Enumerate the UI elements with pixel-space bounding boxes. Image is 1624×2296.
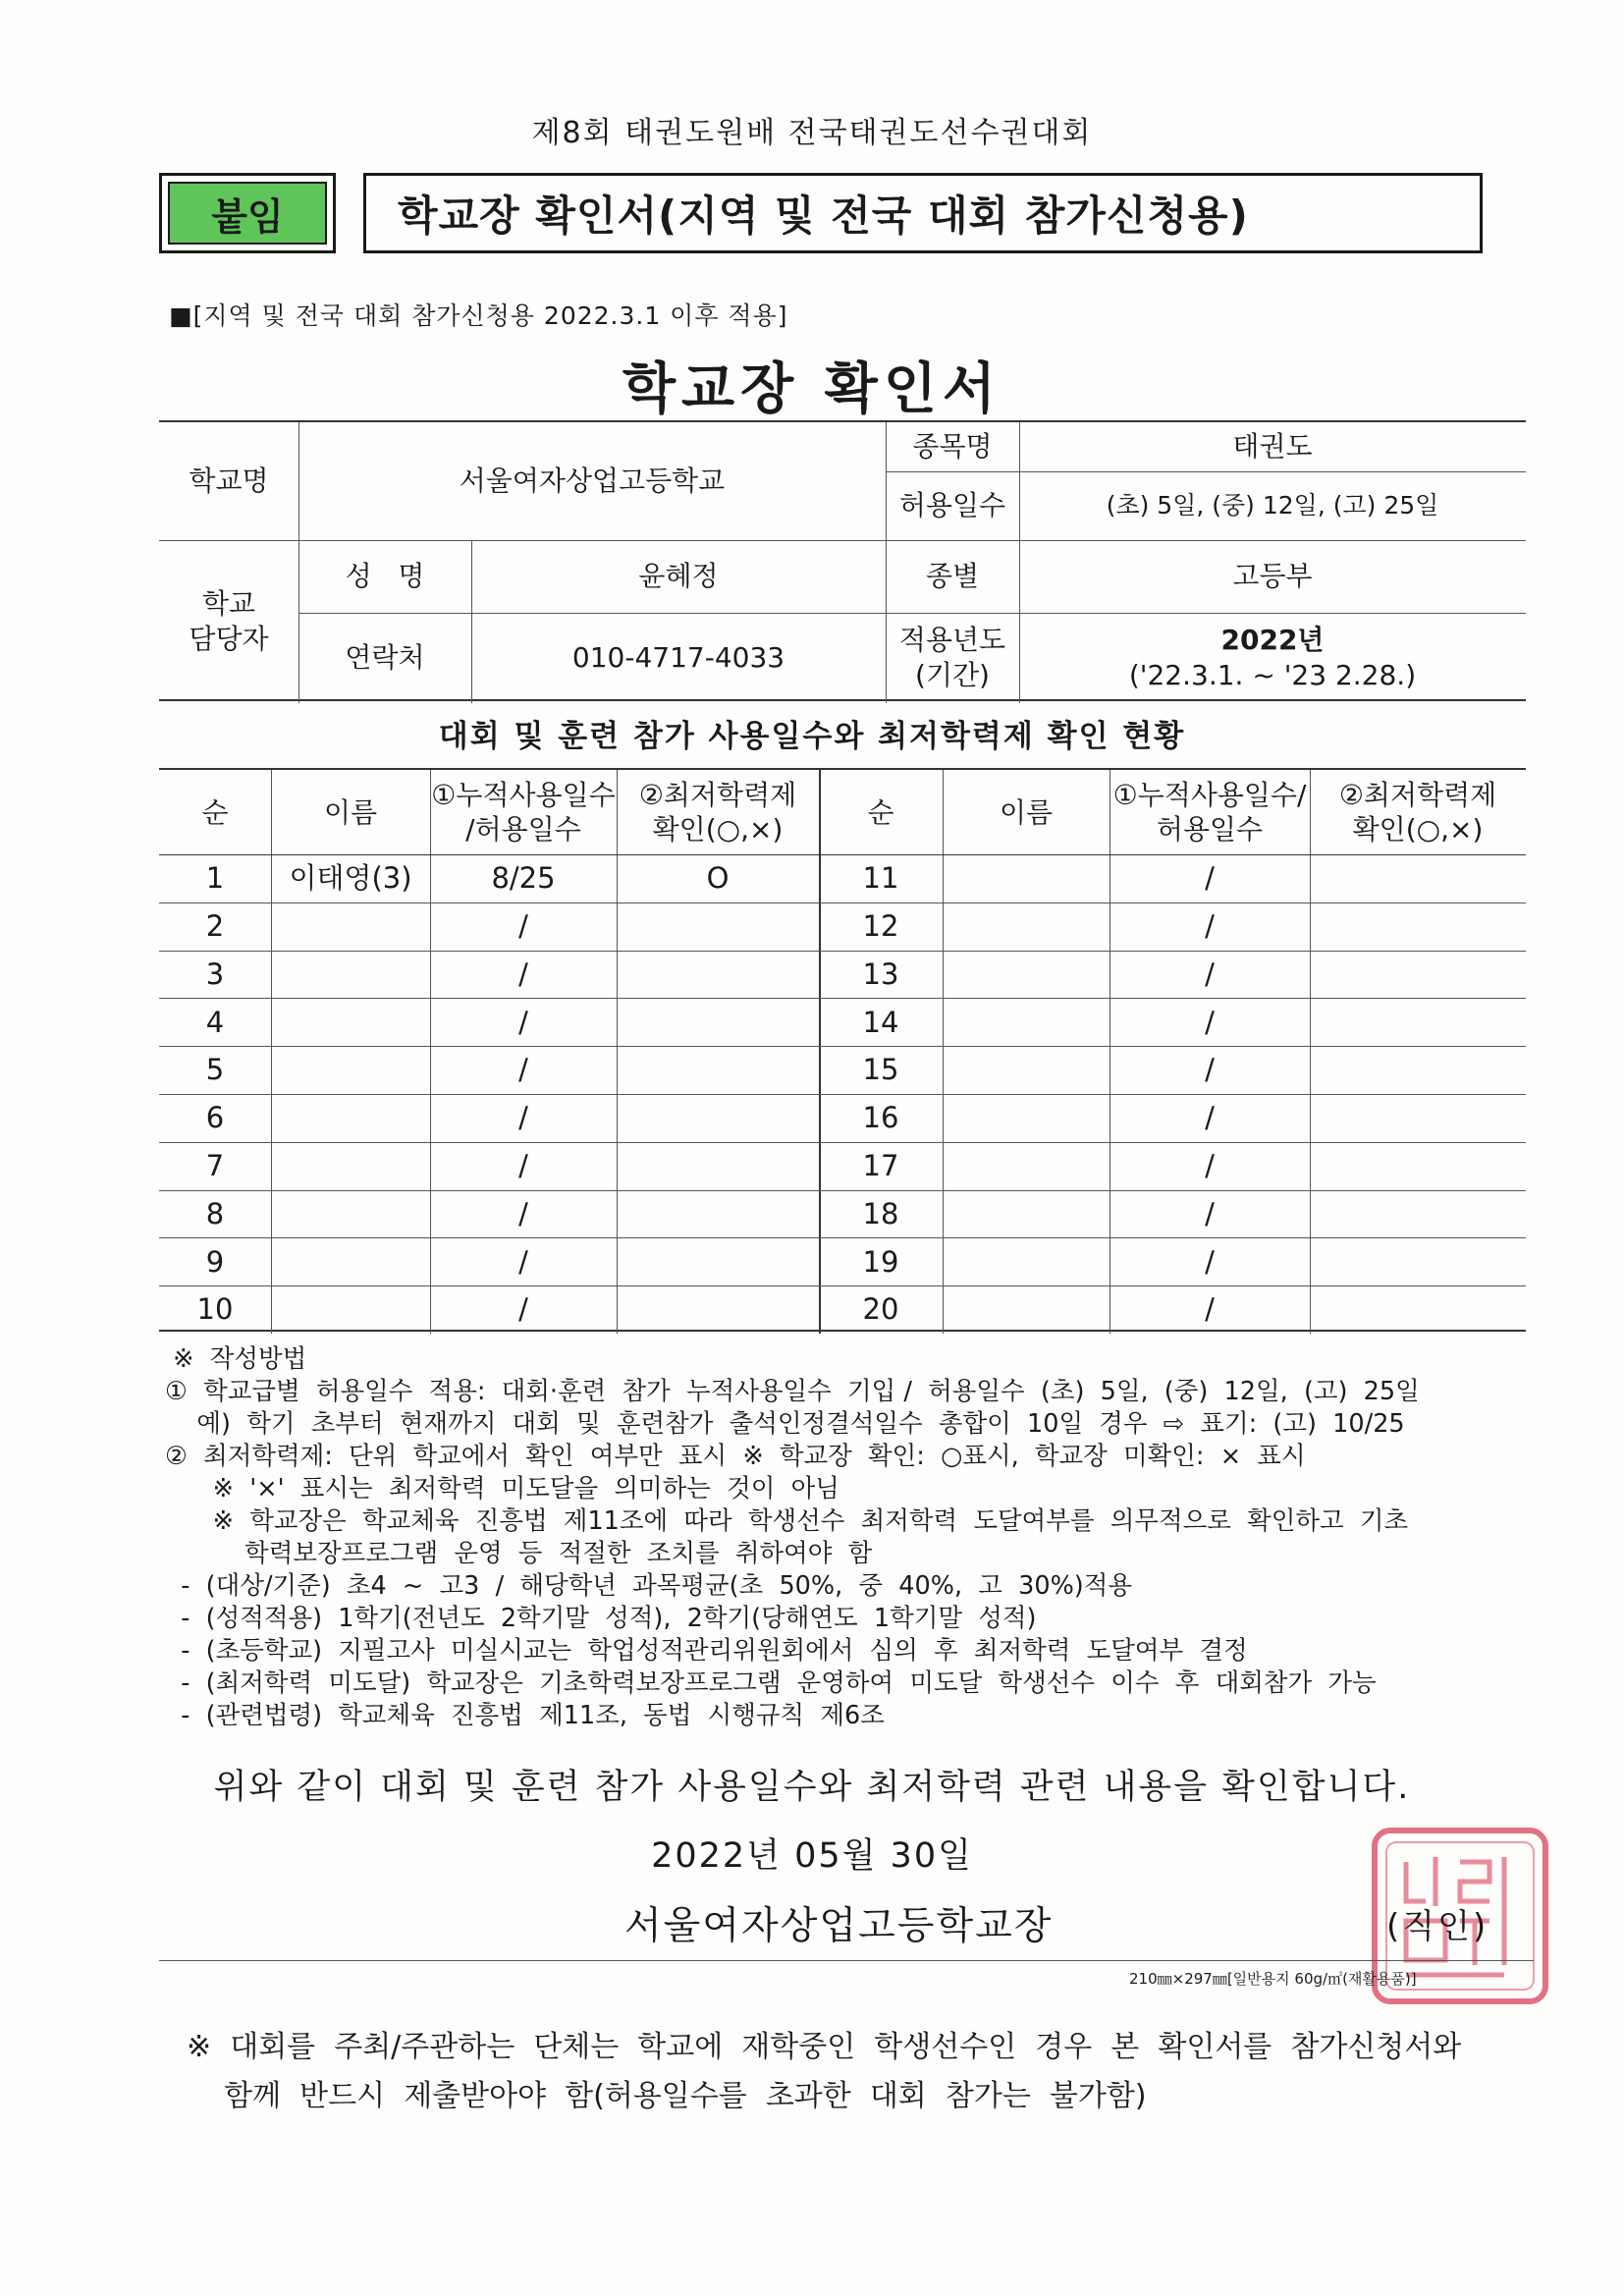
guide-line: - (대상/기준) 초4 ~ 고3 / 해당학년 과목평균(초 50%, 중 40%, 고 30%)적용 <box>165 1571 1133 1601</box>
days-used: / <box>518 1196 528 1230</box>
header-days: ①누적사용일수/ 허용일수 <box>1112 779 1307 846</box>
academic-check <box>1310 1285 1526 1334</box>
principal-name: 서울여자상업고등학교장 <box>624 1904 1054 1948</box>
row-number: 7 <box>205 1149 225 1183</box>
days-used: / <box>1205 1196 1215 1230</box>
academic-check: O <box>706 861 730 896</box>
row-number: 10 <box>196 1292 234 1327</box>
division-value: 고등부 <box>1232 559 1313 592</box>
athlete-name: 이태영(3) <box>289 861 412 896</box>
division-label: 종별 <box>925 559 980 592</box>
academic-check <box>617 902 819 951</box>
days-used: / <box>1205 957 1215 991</box>
athlete-name <box>943 1190 1110 1238</box>
academic-check <box>1310 854 1526 902</box>
row-number: 17 <box>862 1149 899 1183</box>
header-name: 이름 <box>999 795 1054 829</box>
academic-check <box>1310 1142 1526 1190</box>
athlete-name <box>943 1046 1110 1094</box>
paper-spec: 210㎜×297㎜[일반용지 60g/㎡(재활용품)] <box>1129 1970 1417 1988</box>
athlete-name <box>943 1237 1110 1285</box>
academic-check <box>1310 1046 1526 1094</box>
days-used: / <box>1205 1292 1215 1327</box>
days-used: / <box>1205 861 1215 896</box>
athlete-name <box>271 1237 430 1285</box>
allowed-value: (초) 5일, (중) 12일, (고) 25일 <box>1106 490 1439 519</box>
academic-check <box>1310 998 1526 1046</box>
days-used: / <box>1205 909 1215 944</box>
academic-check <box>617 1094 819 1142</box>
row-number: 16 <box>862 1101 899 1135</box>
athlete-name <box>943 902 1110 951</box>
academic-check <box>1310 1094 1526 1142</box>
year-cell <box>1019 613 1526 703</box>
row-number: 3 <box>205 957 225 991</box>
name-label: 성 명 <box>345 559 425 592</box>
days-used: / <box>518 1101 528 1135</box>
athlete-name <box>271 951 430 999</box>
header-days: ①누적사용일수 /허용일수 <box>431 779 616 846</box>
row-number: 19 <box>862 1244 899 1279</box>
name-value: 윤혜정 <box>638 559 719 592</box>
academic-check <box>617 951 819 999</box>
academic-check <box>1310 1190 1526 1238</box>
athlete-name <box>943 854 1110 902</box>
days-used: / <box>518 909 528 944</box>
notice-line: 함께 반드시 제출받아야 함(허용일수를 초과한 대회 참가는 불가함) <box>187 2079 1147 2113</box>
academic-check <box>617 1046 819 1094</box>
guide-line: - (초등학교) 지필고사 미실시교는 학업성적관리위원회에서 심의 후 최저학력 도달여부 결정 <box>165 1636 1248 1666</box>
contact-label: 학교 담당자 <box>189 586 269 655</box>
header-title: 학교장 확인서(지역 및 전국 대회 참가신청용) <box>363 173 1483 253</box>
days-used: / <box>1205 1244 1215 1279</box>
guide-line: ※ '×' 표시는 최저학력 미도달을 의미하는 것이 아님 <box>165 1474 839 1503</box>
days-used: / <box>518 1149 528 1183</box>
year-period: ('22.3.1. ~ '23 2.28.) <box>1128 659 1417 691</box>
event-value: 태권도 <box>1232 429 1313 463</box>
athlete-name <box>271 1142 430 1190</box>
guide-line: - (최저학력 미도달) 학교장은 기초학력보장프로그램 운영하여 미도달 학생선수 이수 후 대회참가 가능 <box>165 1668 1377 1698</box>
athlete-name <box>271 998 430 1046</box>
row-number: 15 <box>862 1053 899 1087</box>
row-number: 11 <box>862 861 899 896</box>
event-title: 제8회 태권도원배 전국태권도선수권대회 <box>531 116 1093 150</box>
divider <box>159 1960 1534 1961</box>
academic-check <box>617 1285 819 1334</box>
days-used: / <box>1205 1101 1215 1135</box>
athlete-name <box>943 1094 1110 1142</box>
school-label: 학교명 <box>189 464 269 497</box>
athlete-name <box>271 1285 430 1334</box>
academic-check <box>617 1190 819 1238</box>
days-used: / <box>518 1292 528 1327</box>
writing-guide <box>165 1343 1540 1732</box>
row-number: 6 <box>205 1101 225 1135</box>
phone-value: 010-4717-4033 <box>571 640 785 674</box>
days-used: / <box>1205 1005 1215 1039</box>
days-used: / <box>518 1244 528 1279</box>
year-label: 적용년도 (기간) <box>898 623 1006 691</box>
row-number: 13 <box>862 957 899 991</box>
header-check: ②최저학력제 확인(○,×) <box>638 779 797 846</box>
guide-line: - (관련법령) 학교체육 진흥법 제11조, 동법 시행규칙 제6조 <box>165 1701 885 1730</box>
attachment-badge <box>159 173 336 253</box>
athlete-name <box>943 1285 1110 1334</box>
notice-line: ※ 대회를 주최/주관하는 단체는 학교에 재학중인 학생선수인 경우 본 확인서를 참가신청서와 <box>187 2030 1462 2064</box>
row-number: 4 <box>205 1005 225 1039</box>
row-number: 12 <box>862 909 899 944</box>
guide-line: - (성적적용) 1학기(전년도 2학기말 성적), 2학기(당해연도 1학기말 성적) <box>165 1604 1037 1633</box>
row-number: 14 <box>862 1005 899 1039</box>
confirmation-date: 2022년 05월 30일 <box>651 1836 973 1876</box>
year-value: 2022년 <box>1220 623 1325 656</box>
athlete-name <box>943 1142 1110 1190</box>
document-title: 학교장 확인서 <box>622 357 1002 421</box>
seal-label: (직인) <box>1386 1907 1489 1946</box>
days-used: 8/25 <box>491 861 556 896</box>
academic-check <box>617 998 819 1046</box>
confirmation-statement: 위와 같이 대회 및 훈련 참가 사용일수와 최저학력 관련 내용을 확인합니다. <box>213 1768 1411 1807</box>
academic-check <box>617 1142 819 1190</box>
school-value: 서울여자상업고등학교 <box>459 464 726 497</box>
status-table <box>159 768 1526 1332</box>
submission-notice <box>187 2023 1561 2121</box>
row-number: 2 <box>205 909 225 944</box>
section-title: 대회 및 훈련 참가 사용일수와 최저학력제 확인 현황 <box>438 719 1186 754</box>
guide-line: ※ 작성방법 <box>165 1344 307 1374</box>
athlete-name <box>271 1190 430 1238</box>
row-number: 18 <box>862 1196 899 1230</box>
days-used: / <box>518 1005 528 1039</box>
academic-check <box>1310 1237 1526 1285</box>
days-used: / <box>1205 1053 1215 1087</box>
guide-line: ② 최저학력제: 단위 학교에서 확인 여부만 표시 ※ 학교장 확인: ○표시, 학교장 미확인: × 표시 <box>165 1442 1306 1471</box>
row-number: 9 <box>205 1244 225 1279</box>
days-used: / <box>518 957 528 991</box>
info-table <box>159 420 1526 701</box>
row-number: 5 <box>205 1053 225 1087</box>
attachment-badge-label: 붙임 <box>168 182 327 245</box>
header-no: 순 <box>201 795 229 829</box>
phone-label: 연락처 <box>345 640 425 674</box>
athlete-name <box>271 1046 430 1094</box>
header-check: ②최저학력제 확인(○,×) <box>1338 779 1497 846</box>
guide-line: 학력보장프로그램 운영 등 적절한 조치를 취하여야 함 <box>165 1539 873 1568</box>
event-label: 종목명 <box>912 429 993 463</box>
academic-check <box>617 1237 819 1285</box>
athlete-name <box>943 951 1110 999</box>
guide-line: 예) 학기 초부터 현재까지 대회 및 훈련참가 출석인정결석일수 총합이 10일 경우 ⇨ 표기: (고) 10/25 <box>165 1409 1405 1439</box>
days-used: / <box>518 1053 528 1087</box>
row-number: 8 <box>205 1196 225 1230</box>
header-no: 순 <box>867 795 894 829</box>
row-number: 1 <box>205 861 225 896</box>
guide-line: ① 학교급별 허용일수 적용: 대회·훈련 참가 누적사용일수 기입 / 허용일수 (초) 5일, (중) 12일, (고) 25일 <box>165 1377 1420 1406</box>
athlete-name <box>271 1094 430 1142</box>
athlete-name <box>271 902 430 951</box>
academic-check <box>1310 951 1526 999</box>
applied-note: ■[지역 및 전국 대회 참가신청용 2022.3.1 이후 적용] <box>169 301 788 330</box>
academic-check <box>1310 902 1526 951</box>
guide-line: ※ 학교장은 학교체육 진흥법 제11조에 따라 학생선수 최저학력 도달여부를 의무적으로 확인하고 기초 <box>165 1506 1409 1536</box>
allowed-label: 허용일수 <box>898 488 1006 521</box>
row-number: 20 <box>862 1292 899 1327</box>
days-used: / <box>1205 1149 1215 1183</box>
header-name: 이름 <box>323 795 378 829</box>
athlete-name <box>943 998 1110 1046</box>
